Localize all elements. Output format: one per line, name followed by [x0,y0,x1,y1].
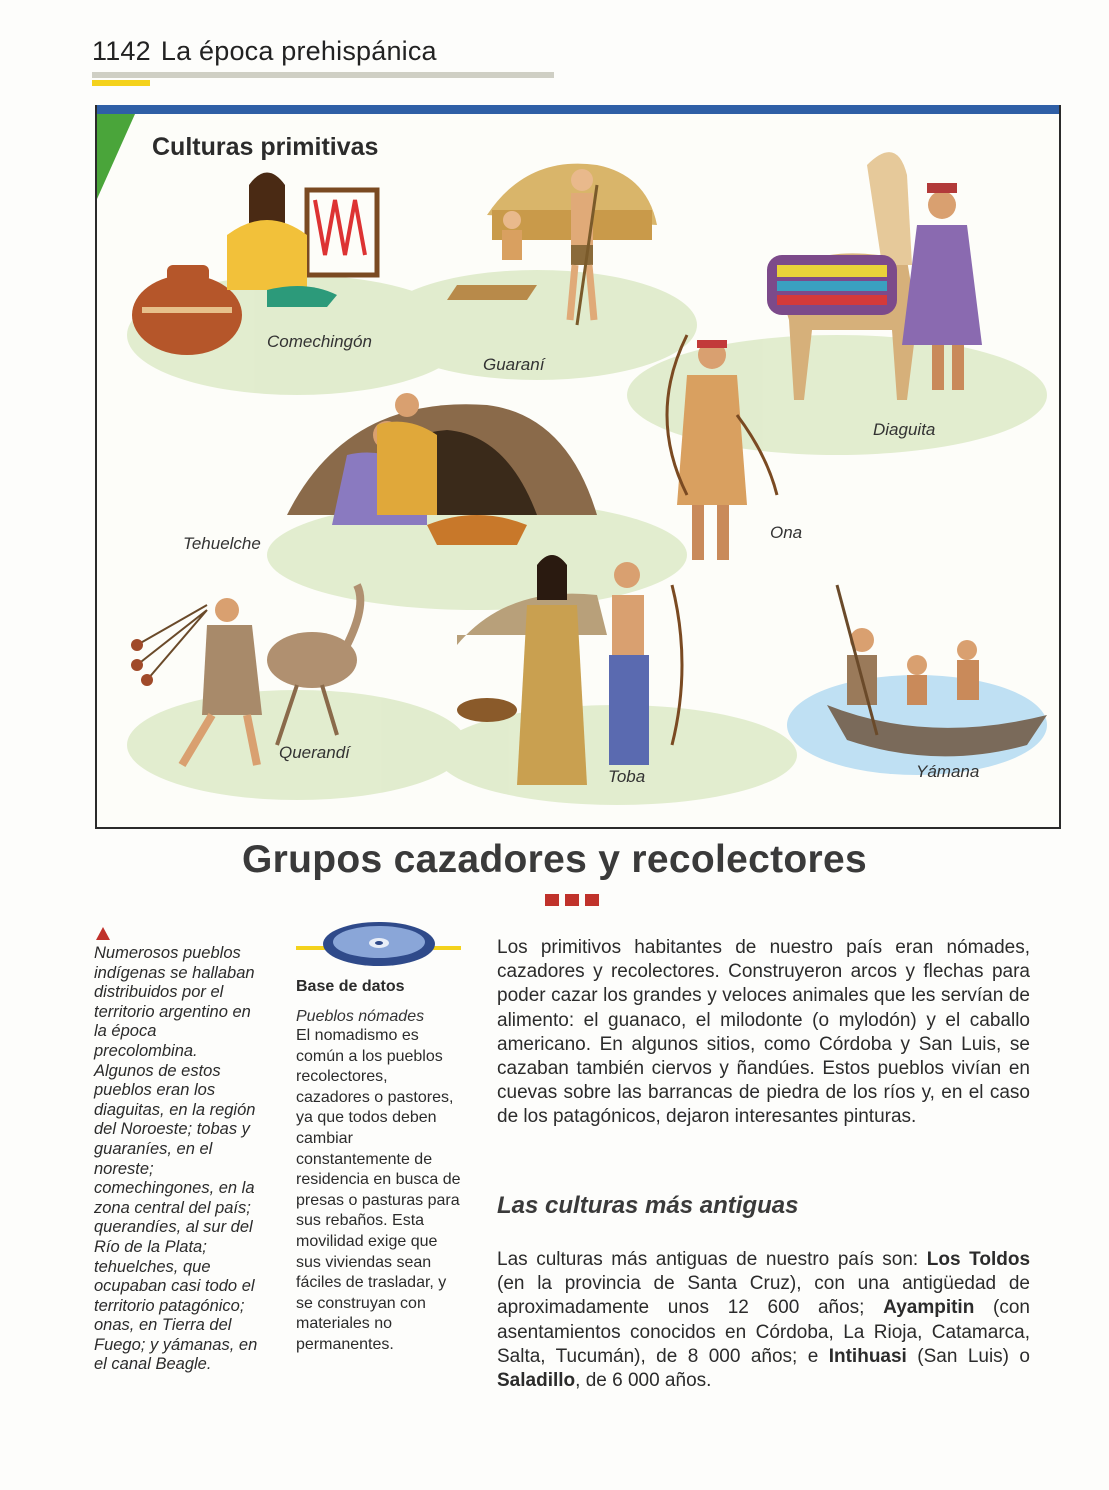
body-paragraph-2: Las culturas más antiguas de nuestro país son: Los Toldos (en la provincia de Santa Cruz), con una antigüedad de aproximadamente unos 12 600 años; Ayampitin (con asentamientos conocidos en Córdoba, La Rioja, Catamarca, Salta, Tucumán), de 8 000 años; e Intihuasi (San Luis) o Saladillo, de 6 000 años. [497,1249,1031,1392]
cultures-illustration [95,105,1061,829]
disc-icon [296,918,461,970]
sidebar-note [94,927,260,1375]
label-tehuelche: Tehuelche [183,534,261,553]
figure-title: Culturas primitivas [152,133,379,161]
illustration-art [97,105,1059,827]
section-title: La época prehispánica [160,36,437,66]
page-header [92,36,437,67]
body-paragraph-1: Los primitivos habitantes de nuestro país eran nómades, cazadores y recolectores. Construyeron arcos y flechas para poder cazar los grandes y veloces animales que les servían de alimento: el guanaco, el milodonte (o mylodón) y el caballo americano. En algunos sitios, como Córdoba y San Luis, se cazaban también ciervos y ñandúes. Estos pueblos vivían en cuevas sobre las barrancas de piedra de los ríos y, en el caso de los patagónicos, dejaron interesantes pinturas. [497,937,1030,1128]
title-ornament [545,893,605,911]
label-diaguita: Diaguita [873,420,936,439]
label-querandi: Querandí [279,743,350,762]
page-number: 1142 [92,36,151,66]
culture-saladillo: Saladillo [497,1370,576,1392]
database-box [296,918,461,1356]
database-text: El nomadismo es común a los pueblos recolectores, cazadores o pastores, ya que todos deben cambiar constantemente de residencia en busca de presas o pasturas para sus rebaños. Esta movilidad exige que sus viviendas sean fáciles de trasladar, y se construyan con materiales no permanentes. [296,1027,461,1353]
database-label: Base de datos [296,978,405,995]
label-toba: Toba [608,767,646,786]
section-heading: Las culturas más antiguas [497,1192,799,1219]
database-subtitle: Pueblos nómades [296,1008,425,1025]
label-comechingon: Comechingón [267,332,372,351]
header-rule [92,72,554,78]
culture-los-toldos: Los Toldos [926,1249,1031,1270]
sidebar-text: Numerosos pueblos indígenas se hallaban distribuidos por el territorio argentino en la época precolombina. Algunos de estos pueblos eran los diaguitas, en la región del Noroeste; tobas y guaraníes, en el noreste; comechingones, en la zona central del país; querandíes, al sur del Río de la Plata; tehuelches, que ocupaban casi todo el territorio patagónico; onas, en Tierra del Fuego; y yámanas, en el canal Beagle. [94,944,258,1374]
culture-ayampitin: Ayampitin [883,1297,975,1319]
triangle-up-icon [96,927,110,940]
label-yamana: Yámana [916,762,980,781]
label-ona: Ona [770,523,803,542]
culture-intihuasi: Intihuasi [828,1345,907,1367]
label-guarani: Guaraní [483,355,545,374]
main-title: Grupos cazadores y recolectores [242,838,867,881]
header-accent-bar [92,80,150,86]
yamana-figure [787,585,1047,775]
